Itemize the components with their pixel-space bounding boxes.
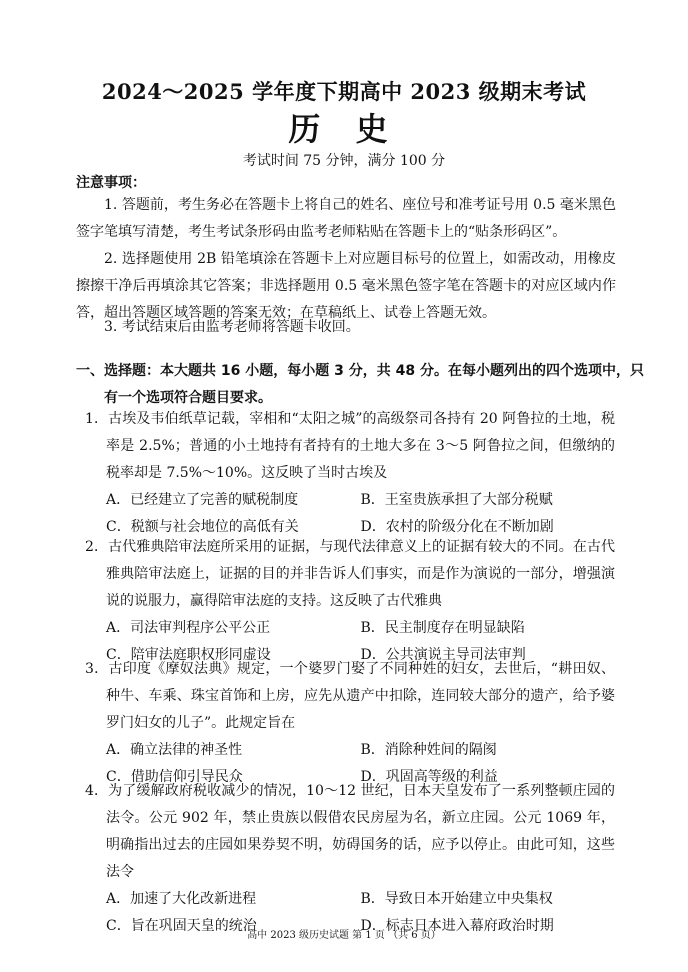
option-c: C．借助信仰引导民众 <box>106 769 243 785</box>
question-stem: 2．古代雅典陪审法庭所采用的证据，与现代法律意义上的证据有较大的不同。在古代雅典陪审法庭上，证据的目的并非告诉人们事实，而是作为演说的一部分，增强演说的说服力，赢得陪审法庭的支持。这反映了古代雅典 <box>85 539 615 609</box>
option-b: B．消除种姓间的隔阂 <box>360 742 497 758</box>
option-a: A．司法审判程序公平公正 <box>106 620 271 636</box>
option-d: D．农村的阶级分化在不断加剧 <box>360 519 554 535</box>
question-stem: 4．为了缓解政府税收减少的情况，10～12 世纪，日本天皇发布了一系列整顿庄园的法令。公元 902 年，禁止贵族以假借农民房屋为名，新立庄园。公元 1069 年，明确指出过去的庄园如果券契不明，妨碍国务的话，应予以停止。由此可知，这些法令 <box>85 783 615 880</box>
question <box>85 406 615 541</box>
question-stem: 1．古埃及韦伯纸草记载，宰相和“太阳之城”的高级祭司各持有 20 阿鲁拉的土地，税率是 2.5%；普通的小土地持有者持有的土地大多在 3～5 阿鲁拉之间，但缴纳的税率却是 7.5%～10%。这反映了当时古埃及 <box>85 411 615 481</box>
option-a: A．已经建立了完善的赋税制度 <box>106 492 299 508</box>
option-b: B．民主制度存在明显缺陷 <box>360 620 525 636</box>
note-item: 3. 考试结束后由监考老师将答题卡收回。 <box>104 319 360 335</box>
exam-time-info: 考试时间 75 分钟，满分 100 分 <box>242 153 446 169</box>
option-b: B．导致日本开始建立中央集权 <box>360 891 553 907</box>
exam-title: 2024～2025 学年度下期高中 2023 级期末考试 <box>101 79 587 104</box>
page-footer: 高中 2023 级历史试题 第 1 页 （共 6 页） <box>247 930 441 941</box>
option-d: D．公共演说主导司法审判 <box>360 647 526 663</box>
option-d: D．标志日本进入幕府政治时期 <box>360 918 554 934</box>
option-b: B．王室贵族承担了大部分税赋 <box>360 492 553 508</box>
section-heading: 一、选择题：本大题共 16 小题，每小题 3 分，共 48 分。在每小题列出的四个选项中，只有一个选项符合题目要求。 <box>76 363 644 406</box>
notes-heading: 注意事项： <box>76 175 146 191</box>
option-a: A．加速了大化改新进程 <box>106 891 257 907</box>
option-d: D．巩固高等级的利益 <box>360 769 498 785</box>
option-c: C．税额与社会地位的高低有关 <box>106 519 299 535</box>
option-c: C．旨在巩固天皇的统治 <box>106 918 257 934</box>
option-c: C．陪审法庭职权形同虚设 <box>106 647 271 663</box>
subject-title: 历 史 <box>288 110 400 148</box>
note-item: 1. 答题前，考生务必在答题卡上将自己的姓名、座位号和准考证号用 0.5 毫米黑色签字笔填写清楚，考生考试条形码由监考老师粘贴在答题卡上的“贴条形码区”。 <box>76 197 616 240</box>
question <box>85 534 615 669</box>
note-item: 2. 选择题使用 2B 铅笔填涂在答题卡上对应题目标号的位置上，如需改动，用橡皮擦擦干净后再填涂其它答案；非选择题用 0.5 毫米黑色签字笔在答题卡的对应区域内作答，超出答题区域答题的答案无效；在草稿纸上、试卷上答题无效。 <box>76 251 616 321</box>
option-a: A．确立法律的神圣性 <box>106 742 243 758</box>
question <box>85 778 615 940</box>
question-stem: 3．古印度《摩奴法典》规定，一个婆罗门娶了不同种姓的妇女，去世后，“耕田奴、种牛、车乘、珠宝首饰和上房，应先从遗产中扣除，连同较大部分的遗产，给予婆罗门妇女的儿子”。此规定旨在 <box>85 661 615 731</box>
question <box>85 656 615 791</box>
